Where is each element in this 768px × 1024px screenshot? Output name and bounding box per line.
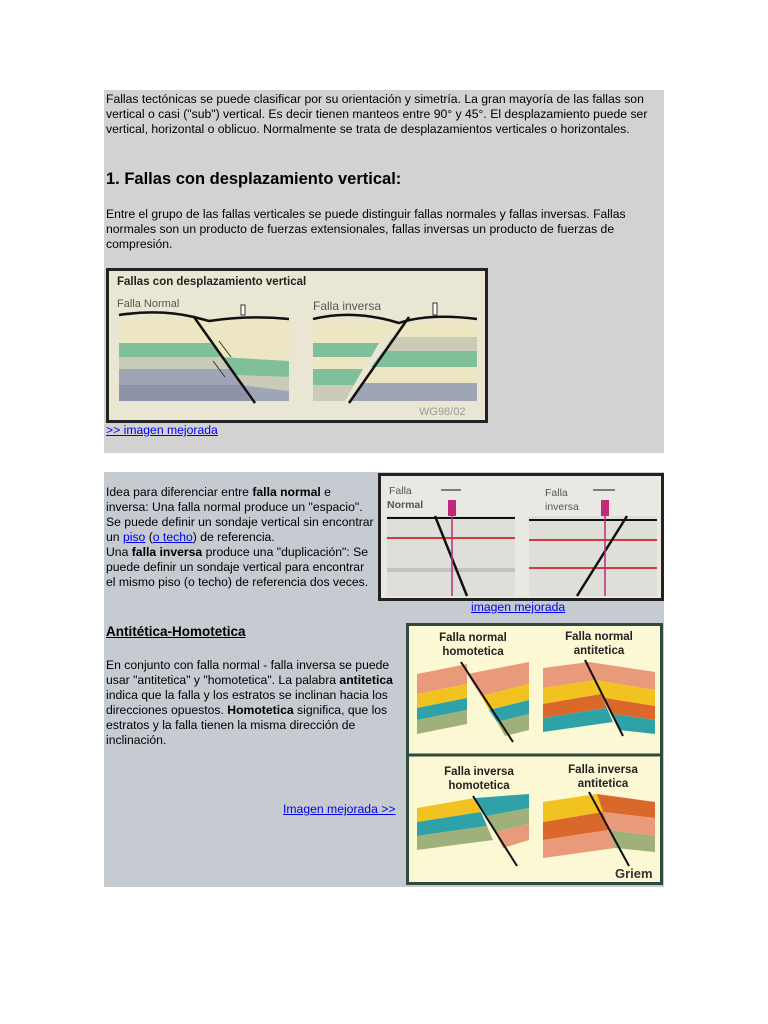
section-normal-inversa [104,472,664,887]
q2-block-normal-antitetica [543,660,655,736]
label-falla-inversa-1: Falla [545,487,568,499]
figure-credit: WG98/02 [419,406,466,418]
text-fragment: ( [145,530,153,544]
text-fragment: e inversa: Una falla normal produce un "espacio". Se puede definir un sondaje vertical sin encontrar un [106,485,374,544]
q4-title-1: Falla inversa [568,764,638,776]
q4-block-inversa-antitetica [543,792,655,866]
q3-block-inversa-homotetica [417,794,529,866]
q1-block-normal-homotetica [417,662,529,742]
section-paragraph: Entre el grupo de las fallas verticales se puede distinguir fallas normales y fallas inversas. Fallas normales son un producto de fuerzas extensionales, fallas inversas un producto de fuerzas de compresión. [106,207,626,251]
q1-title-1: Falla normal [439,632,507,644]
q1-title-2: homotetica [442,646,504,658]
text-fragment: ) de referencia. [192,530,275,544]
bold-falla-normal: falla normal [252,485,321,499]
imagen-mejorada-link-3[interactable]: Imagen mejorada >> [283,802,396,816]
text-fragment: significa, que los estratos y la falla tienen la misma dirección de inclinación. [106,703,388,747]
label-falla-normal-1: Falla [389,485,412,497]
figure2-credit: Griem [615,866,653,881]
q2-title-1: Falla normal [565,631,633,643]
techo-link[interactable]: o techo [152,530,193,544]
q3-title-1: Falla inversa [444,766,514,778]
bold-antitetica: antitetica [339,673,393,687]
q4-title-2: antitetica [577,778,629,790]
imagen-mejorada-link-2[interactable]: imagen mejorada [471,600,566,614]
imagen-mejorada-link-1[interactable]: >> imagen mejorada [106,423,218,437]
piso-link[interactable]: piso [122,530,146,544]
figure-title: Fallas con desplazamiento vertical [117,276,307,288]
section-fallas-vertical [104,90,664,453]
reverse-fault-strata [313,303,477,403]
label-falla-normal: Falla Normal [117,298,180,310]
text-fragment: produce una "duplicación": Se puede definir un sondaje vertical para encontrar el mismo piso (o techo) de referencia dos veces. [106,545,369,589]
sondaje-diagram [378,473,664,601]
label-falla-inversa-2: inversa [545,501,579,513]
antitetica-homotetica-diagram [406,623,663,885]
q3-title-2: homotetica [448,780,510,792]
label-falla-inversa: Falla inversa [313,299,382,313]
intro-paragraph: Fallas tectónicas se puede clasificar por su orientación y simetría. La gran mayoría de las fallas son vertical o casi ("sub") vertical. Es decir tienen manteos entre 90° y 45°. El desplazamiento puede ser vertical, horizontal o oblicuo. Normalmente se trata de desplazamientos verticales o horizontales. [106,92,648,136]
bold-falla-inversa: falla inversa [131,545,203,559]
text-fragment: Una [106,545,132,559]
bold-homotetica: Homotetica [227,703,294,717]
label-falla-normal-2: Normal [387,499,424,511]
text-fragment: Idea para diferenciar entre [106,485,253,499]
normal-vs-inversa-paragraph [106,485,374,590]
text-fragment: indica que la falla y los estratos se inclinan hacia los direcciones opuestos. [106,688,388,717]
normal-fault-strata [119,305,289,403]
antitetica-paragraph [106,658,402,748]
q2-title-2: antitetica [573,645,625,657]
antitetica-heading: Antitética-Homotetica [106,624,246,639]
text-fragment: En conjunto con falla normal - falla inversa se puede usar "antitetica" y "homotetica". La palabra [106,658,390,687]
fault-diagram-vertical [106,268,488,423]
section-heading: 1. Fallas con desplazamiento vertical: [106,170,402,188]
